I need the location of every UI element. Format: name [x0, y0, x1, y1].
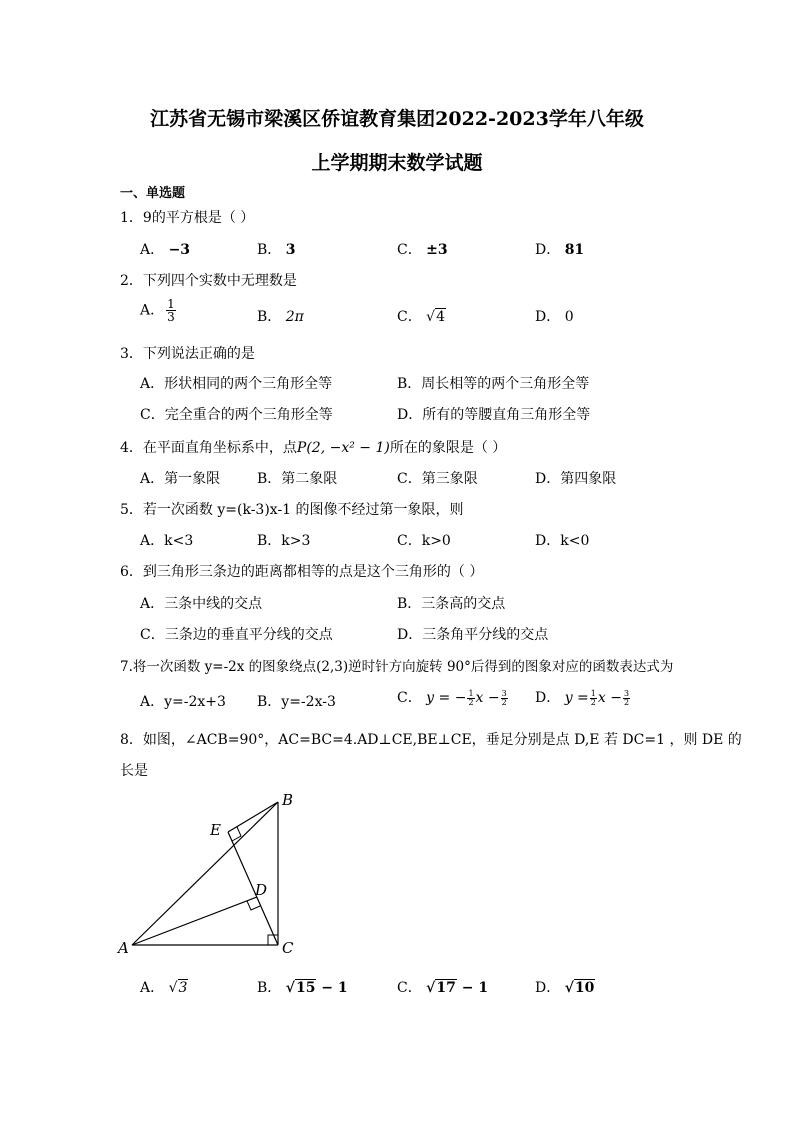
q3-option-b[interactable]: B．周长相等的两个三角形全等	[397, 376, 590, 392]
label-c: C	[282, 939, 294, 957]
q8-option-d[interactable]: D． √10	[535, 980, 595, 996]
q6-stem: 6．到三角形三条边的距离都相等的点是这个三角形的（ ）	[120, 564, 484, 580]
q4-point: P(2, −x² − 1)	[296, 440, 390, 456]
q4-option-a[interactable]: A．第一象限	[140, 471, 221, 487]
q3-option-d[interactable]: D．所有的等腰直角三角形全等	[397, 407, 591, 423]
segment-ab	[132, 802, 278, 945]
q3-stem: 3．下列说法正确的是	[120, 346, 255, 362]
q1-option-c[interactable]: C． ±3	[397, 242, 448, 258]
q5-option-a[interactable]: A．k<3	[140, 533, 194, 549]
q5-option-d[interactable]: D．k<0	[535, 533, 590, 549]
q1-stem: 1．9的平方根是（ ）	[120, 210, 255, 226]
q4-option-c[interactable]: C．第三象限	[397, 471, 478, 487]
q6-option-a[interactable]: A．三条中线的交点	[140, 596, 263, 612]
segment-be	[228, 802, 278, 832]
segment-ce	[228, 832, 278, 945]
q8-option-b[interactable]: B． √15 − 1	[257, 980, 348, 996]
right-angle-d	[247, 901, 260, 910]
q1-option-a[interactable]: A． −3	[140, 242, 191, 258]
q1-option-d[interactable]: D． 81	[535, 242, 585, 258]
q5-stem: 5．若一次函数 y=(k-3)x-1 的图像不经过第一象限，则	[120, 502, 464, 518]
q5-option-b[interactable]: B．k>3	[257, 533, 311, 549]
q8-stem-line-2: 长是	[120, 763, 148, 779]
right-angle-c	[268, 935, 278, 945]
q2-option-b[interactable]: B． 2π	[257, 309, 304, 325]
q7-stem: 7.将一次函数 y=-2x 的图象绕点(2,3)逆时针方向旋转 90°后得到的图象对应的函数表达式为	[120, 659, 674, 675]
q4-stem: 4．在平面直角坐标系中，点P(2, −x² − 1)所在的象限是（ ）	[120, 440, 507, 456]
q3-option-c[interactable]: C．完全重合的两个三角形全等	[140, 407, 333, 423]
q7-option-d[interactable]: D． y = $\frac{1}{2}$ x − $\frac{3}{2}$	[535, 688, 630, 707]
q8-stem-line-1: 8．如图，∠ACB=90°，AC=BC=4.AD⊥CE,BE⊥CE，垂足分别是点 D,E 若 DC=1 ，则 DE 的	[120, 732, 742, 748]
q5-option-c[interactable]: C．k>0	[397, 533, 451, 549]
q7-option-c[interactable]: C． y = − $\frac{1}{2}$ x − $\frac{3}{2}$	[397, 688, 507, 707]
title-line-2: 上学期期末数学试题	[311, 152, 483, 174]
q8-figure	[110, 785, 310, 965]
section-heading: 一、单选题	[120, 186, 186, 201]
q2-stem: 2．下列四个实数中无理数是	[120, 273, 297, 289]
label-d: D	[255, 881, 268, 899]
title-line-1: 江苏省无锡市梁溪区侨谊教育集团2022-2023学年八年级	[150, 108, 644, 130]
q8-option-a[interactable]: A． √3	[140, 980, 188, 996]
q8-option-c[interactable]: C． √17 − 1	[397, 980, 489, 996]
q3-option-a[interactable]: A．形状相同的两个三角形全等	[140, 376, 333, 392]
segment-ad	[132, 897, 257, 945]
q2-option-c[interactable]: C． √4	[397, 309, 446, 325]
label-a: A	[118, 939, 129, 957]
label-b: B	[282, 791, 294, 809]
q4-option-b[interactable]: B．第二象限	[257, 471, 338, 487]
q7-option-a[interactable]: A．y=-2x+3	[140, 694, 226, 710]
q6-option-b[interactable]: B．三条高的交点	[397, 596, 506, 612]
q6-option-c[interactable]: C．三条边的垂直平分线的交点	[140, 627, 333, 643]
q1-option-b[interactable]: B． 3	[257, 242, 296, 258]
q7-option-b[interactable]: B．y=-2x-3	[257, 694, 336, 710]
q2-option-a[interactable]: A． $\frac{1}{3}$	[140, 297, 175, 324]
q6-option-d[interactable]: D．三条角平分线的交点	[397, 627, 549, 643]
label-e: E	[210, 821, 221, 839]
q2-option-d[interactable]: D． 0	[535, 309, 574, 325]
q4-option-d[interactable]: D．第四象限	[535, 471, 617, 487]
